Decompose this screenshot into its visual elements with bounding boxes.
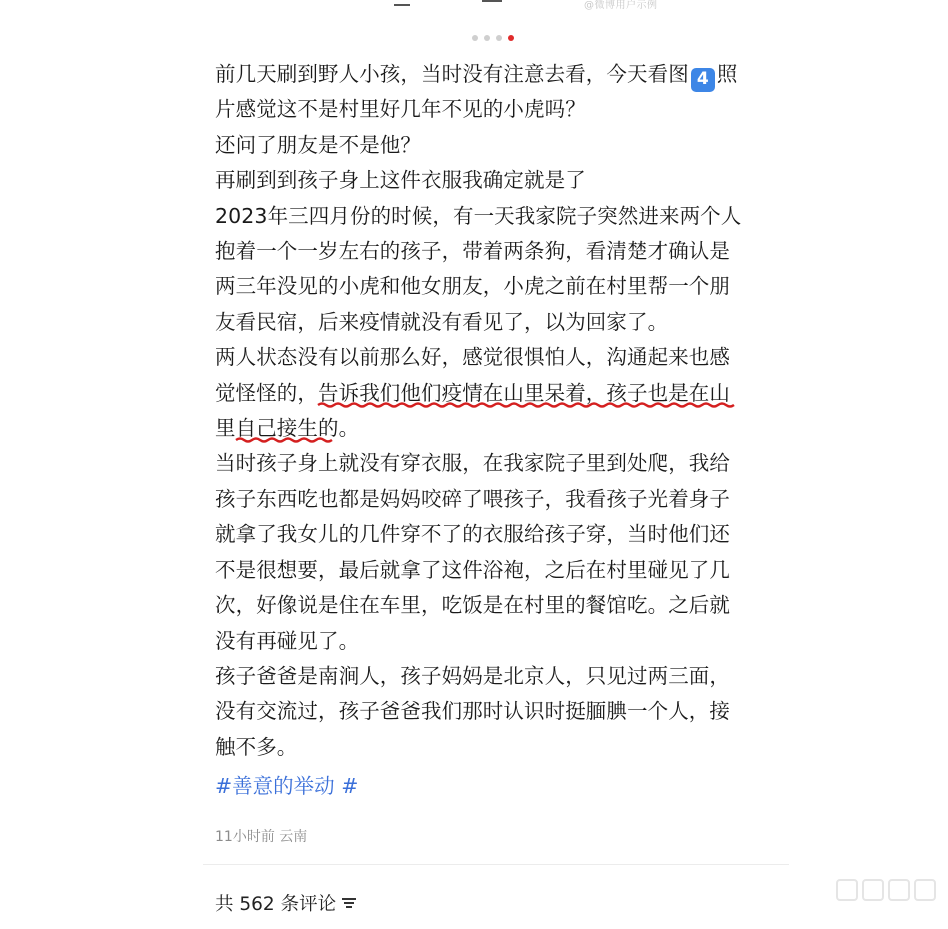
post-line: 没有交流过，孩子爸爸我们那时认识时挺腼腆一个人，接 — [215, 699, 730, 724]
carousel-dot[interactable] — [496, 35, 502, 41]
post-line: 孩子爸爸是南涧人，孩子妈妈是北京人，只见过两三面， — [215, 663, 730, 688]
post-line — [215, 57, 780, 92]
post-line: 当时孩子身上就没有穿衣服，在我家院子里到处爬，我给 — [215, 451, 730, 476]
watermark: @微博用户示例 — [584, 0, 658, 11]
underlined-text: 告诉我们他们疫情在山里呆着，孩子也是在山 — [318, 380, 730, 405]
post-line: 孩子东西吃也都是妈妈咬碎了喂孩子，我看孩子光着身子 — [215, 486, 730, 511]
post-line: 没有再碰见了。 — [215, 628, 360, 653]
carousel-indicator — [472, 35, 514, 41]
post-text: 觉怪怪的， — [215, 380, 318, 405]
post-line: 两三年没见的小虎和他女朋友，小虎之前在村里帮一个朋 — [215, 274, 730, 299]
carousel-dot-active[interactable] — [508, 35, 514, 41]
top-toolbar — [0, 0, 948, 20]
comment-count-button[interactable] — [215, 890, 356, 916]
carousel-dot[interactable] — [472, 35, 478, 41]
post-line: 友看民宿，后来疫情就没有看见了，以为回家了。 — [215, 309, 669, 334]
menu-icon[interactable] — [394, 0, 410, 6]
hashtag-link[interactable]: #善意的举动 # — [215, 774, 359, 799]
wavy-underline — [318, 400, 730, 410]
post-text: 前几天刷到野人小孩，当时没有注意去看，今天看图 — [215, 62, 689, 86]
highlighted-text — [236, 416, 318, 440]
sort-icon[interactable] — [342, 897, 356, 909]
post-text: 里 — [215, 416, 236, 441]
highlighted-text — [318, 381, 730, 405]
wavy-underline — [236, 435, 319, 445]
post-line: 不是很想要，最后就拿了这件浴袍，之后在村里碰见了几 — [215, 557, 730, 582]
app-logo — [836, 877, 932, 899]
post-line: 还问了朋友是不是他？ — [215, 132, 421, 157]
post-line: 触不多。 — [215, 734, 298, 759]
post-meta: 11小时前 云南 — [215, 829, 308, 845]
post-line: 抱着一个一岁左右的孩子，带着两条狗，看清楚才确认是 — [215, 239, 730, 264]
share-icon[interactable] — [482, 0, 502, 2]
post-line — [215, 411, 780, 446]
post-line: 再刷到到孩子身上这件衣服我确定就是了 — [215, 168, 586, 193]
post-body — [215, 57, 780, 804]
post-line: 2023年三四月份的时候，有一天我家院子突然进来两个人 — [215, 203, 742, 228]
post-line: 片感觉这不是村里好几年不见的小虎吗？ — [215, 97, 586, 122]
post-line: 就拿了我女儿的几件穿不了的衣服给孩子穿，当时他们还 — [215, 522, 730, 547]
post-text: 照 — [716, 62, 738, 86]
post-line: 两人状态没有以前那么好，感觉很惧怕人，沟通起来也感 — [215, 345, 730, 370]
carousel-dot[interactable] — [484, 35, 490, 41]
number-four-emoji-icon: 4 — [691, 68, 715, 92]
post-line: 次，好像说是住在车里，吃饭是在村里的餐馆吃。之后就 — [215, 593, 730, 618]
post-line — [215, 376, 780, 411]
post-text: 的。 — [318, 416, 360, 441]
comment-count: 共 562 条评论 — [215, 894, 337, 915]
underlined-text: 自己接生 — [235, 416, 319, 441]
divider — [203, 864, 789, 865]
